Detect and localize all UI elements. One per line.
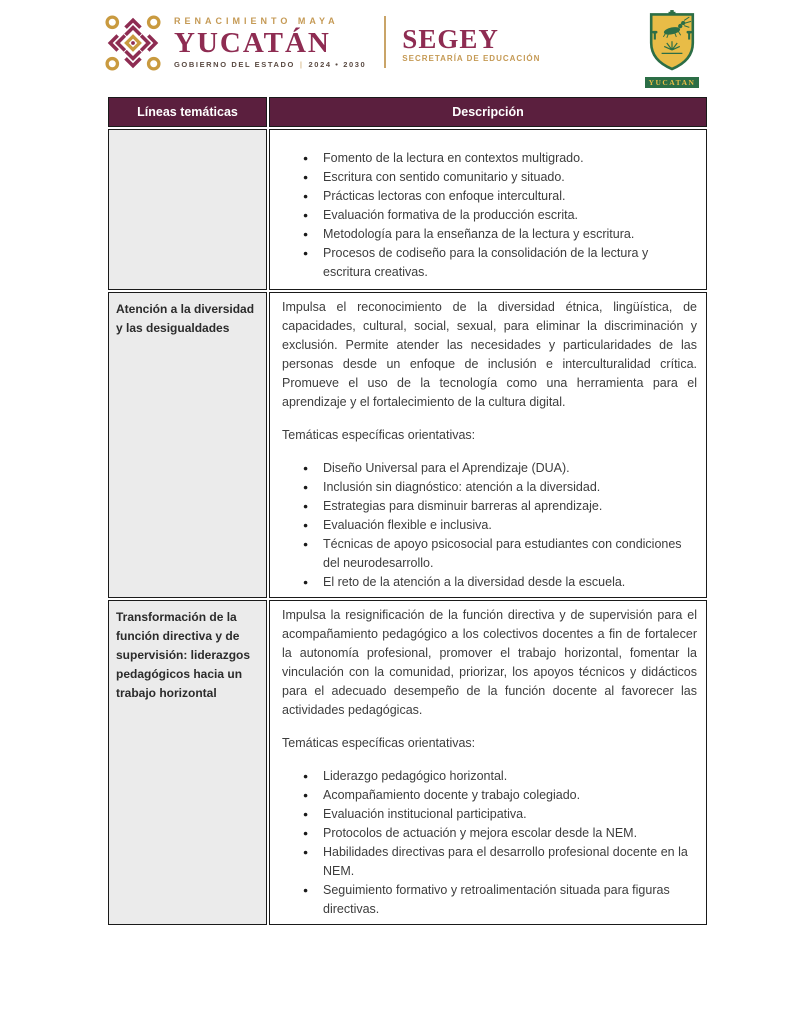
col-header-descripcion: Descripción: [269, 97, 707, 127]
government-brand: [104, 12, 540, 72]
list-item: ● Escritura con sentido comunitario y situado.: [323, 168, 697, 187]
segey-block: [402, 22, 540, 63]
coat-of-arms-banner-label: YUCATAN: [645, 77, 700, 88]
list-item: ● Prácticas lectoras con enfoque intercultural.: [323, 187, 697, 206]
table-row-funcion-directiva: [108, 600, 707, 925]
tema-cell-funcion-directiva: Transformación de la función directiva y de supervisión: liderazgos pedagógicos hacia un trabajo horizontal: [108, 600, 267, 925]
renacimiento-maya-logo-icon: [104, 14, 162, 72]
list-item: ● Habilidades directivas para el desarrollo profesional docente en la NEM.: [323, 843, 697, 881]
subheading: Temáticas específicas orientativas:: [282, 428, 476, 442]
gobierno-label: GOBIERNO DEL ESTADO: [174, 59, 295, 69]
list-item: ● Fomento de la lectura en contextos multigrado.: [323, 149, 697, 168]
list-item: ● Seguimiento formativo y retroalimentación situada para figuras directivas.: [323, 881, 697, 919]
bullet-list: [282, 767, 697, 919]
list-item: ● Estrategias para disminuir barreras al aprendizaje.: [323, 497, 697, 516]
desc-cell-funcion-directiva: [269, 600, 707, 925]
list-item: ● Evaluación flexible e inclusiva.: [323, 516, 697, 535]
table-header-row: [108, 97, 707, 127]
secretaria-educacion-label: SECRETARÍA DE EDUCACIÓN: [402, 53, 541, 63]
separator-pipe: |: [299, 59, 304, 69]
list-item: ● Inclusión sin diagnóstico: atención a la diversidad.: [323, 478, 697, 497]
segey-wordmark: SEGEY: [402, 23, 499, 54]
periodo-label: 2024 • 2030: [308, 59, 367, 69]
desc-cell-diversidad: [269, 292, 707, 598]
list-item: ● Técnicas de apoyo psicosocial para estudiantes con condiciones del neurodesarrollo.: [323, 535, 697, 573]
list-item: ● Liderazgo pedagógico horizontal.: [323, 767, 697, 786]
bullet-list: [282, 149, 697, 282]
yucatan-wordmark-block: [174, 16, 366, 69]
tema-cell-empty: [108, 129, 267, 290]
description-paragraph: Impulsa el reconocimiento de la diversidad étnica, lingüística, de capacidades, cultural, social, sexual, para eliminar la discriminación y exclusión. Permite atender las necesidades y particularidades de las personas desde un enfoque de inclusión e interculturalidad crítica. Promueve el uso de la tecnología como una herramienta para el aprendizaje y el fortalecimiento de la cultura digital.: [282, 300, 697, 409]
coat-of-arms-shield-icon: [646, 10, 698, 76]
list-item: ● Evaluación formativa de la producción escrita.: [323, 206, 697, 225]
list-item: ● Acompañamiento docente y trabajo colegiado.: [323, 786, 697, 805]
brand-divider: [384, 16, 386, 68]
tema-cell-diversidad: Atención a la diversidad y las desigualdades: [108, 292, 267, 598]
brand-header: [0, 0, 789, 92]
table-row-lectura: [108, 129, 707, 290]
list-item: ● Evaluación institucional participativa.: [323, 805, 697, 824]
subheading: Temáticas específicas orientativas:: [282, 736, 476, 750]
table-row-diversidad: [108, 292, 707, 598]
yucatan-wordmark: YUCATÁN: [174, 26, 331, 59]
bullet-list: [282, 459, 697, 592]
renacimiento-maya-label: RENACIMIENTO MAYA: [174, 15, 339, 26]
desc-cell-lectura: [269, 129, 707, 290]
col-header-lineas-tematicas: Líneas temáticas: [108, 97, 267, 127]
list-item: ● Metodología para la enseñanza de la lectura y escritura.: [323, 225, 697, 244]
list-item: ● Procesos de codiseño para la consolidación de la lectura y escritura creativas.: [323, 244, 697, 282]
yucatan-coat-of-arms: [645, 10, 699, 88]
list-item: ● Diseño Universal para el Aprendizaje (DUA).: [323, 459, 697, 478]
tematicas-table: [106, 95, 709, 927]
gobierno-line: [174, 60, 366, 69]
list-item: ● Protocolos de actuación y mejora escolar desde la NEM.: [323, 824, 697, 843]
description-paragraph: Impulsa la resignificación de la función directiva y de supervisión para el acompañamiento pedagógico a los colectivos docentes a fin de fortalecer la autonomía profesional, promover el trabajo horizontal, fomentar la vinculación con la comunidad, priorizar, los apoyos técnicos y didácticos para el adecuado desempeño de la función docente al favorecer las actividades pedagógicas.: [282, 608, 697, 717]
list-item: ● El reto de la atención a la diversidad desde la escuela.: [323, 573, 697, 592]
